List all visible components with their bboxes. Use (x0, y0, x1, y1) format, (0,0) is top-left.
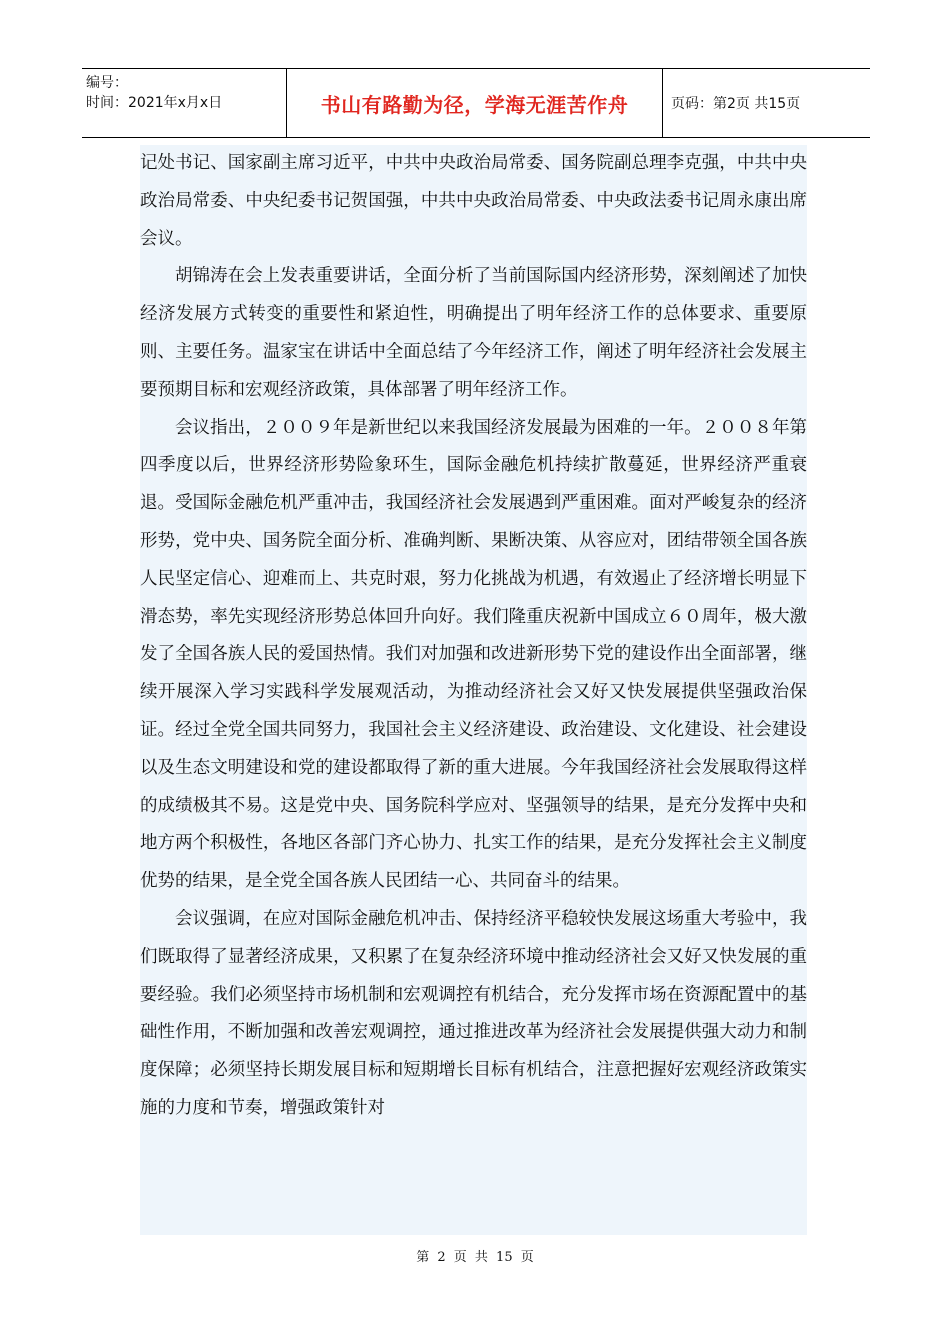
page-footer: 第 2 页 共 15 页 (416, 1250, 534, 1265)
doc-number-label: 编号： (86, 75, 128, 91)
paragraph: 会议强调，在应对国际金融危机冲击、保持经济平稳较快发展这场重大考验中，我们既取得了显著经济成果，又积累了在复杂经济环境中推动经济社会又好又快发展的重要经验。我们必须坚持市场机制和宏观调控有机结合，充分发挥市场在资源配置中的基础性作用，不断加强和改善宏观调控，通过推进改革为经济社会发展提供强大动力和制度保障；必须坚持长期发展目标和短期增长目标有机结合，注意把握好宏观经济政策实施的力度和节奏，增强政策针对 (140, 908, 807, 1118)
paragraph: 记处书记、国家副主席习近平，中共中央政治局常委、国务院副总理李克强，中共中央政治局常委、中央纪委书记贺国强，中共中央政治局常委、中央政法委书记周永康出席会议。 (140, 153, 807, 249)
document-body (140, 145, 807, 1235)
doc-date-label: 时间：2021年x月x日 (86, 95, 223, 111)
paragraph: 胡锦涛在会上发表重要讲话，全面分析了当前国际国内经济形势，深刻阐述了加快经济发展方式转变的重要性和紧迫性，明确提出了明年经济工作的总体要求、重要原则、主要任务。温家宝在讲话中全面总结了今年经济工作，阐述了明年经济社会发展主要预期目标和宏观经济政策，具体部署了明年经济工作。 (140, 266, 807, 400)
document-header (82, 68, 870, 138)
paragraph: 会议指出，２００９年是新世纪以来我国经济发展最为困难的一年。２００８年第四季度以后，世界经济形势险象环生，国际金融危机持续扩散蔓延，世界经济严重衰退。受国际金融危机严重冲击，我国经济社会发展遇到严重困难。面对严峻复杂的经济形势，党中央、国务院全面分析、准确判断、果断决策、从容应对，团结带领全国各族人民坚定信心、迎难而上、共克时艰，努力化挑战为机遇，有效遏止了经济增长明显下滑态势，率先实现经济形势总体回升向好。我们隆重庆祝新中国成立６０周年，极大激发了全国各族人民的爱国热情。我们对加强和改进新形势下党的建设作出全面部署，继续开展深入学习实践科学发展观活动，为推动经济社会又好又快发展提供坚强政治保证。经过全党全国共同努力，我国社会主义经济建设、政治建设、文化建设、社会建设以及生态文明建设和党的建设都取得了新的重大进展。今年我国经济社会发展取得这样的成绩极其不易。这是党中央、国务院科学应对、坚强领导的结果，是充分发挥中央和地方两个积极性，各地区各部门齐心协力、扎实工作的结果，是充分发挥社会主义制度优势的结果，是全党全国各族人民团结一心、共同奋斗的结果。 (140, 417, 807, 892)
header-motto: 书山有路勤为径，学海无涯苦作舟 (287, 69, 663, 137)
header-page-info: 页码：第2页 共15页 (671, 96, 801, 112)
header-meta-cell (82, 69, 287, 137)
